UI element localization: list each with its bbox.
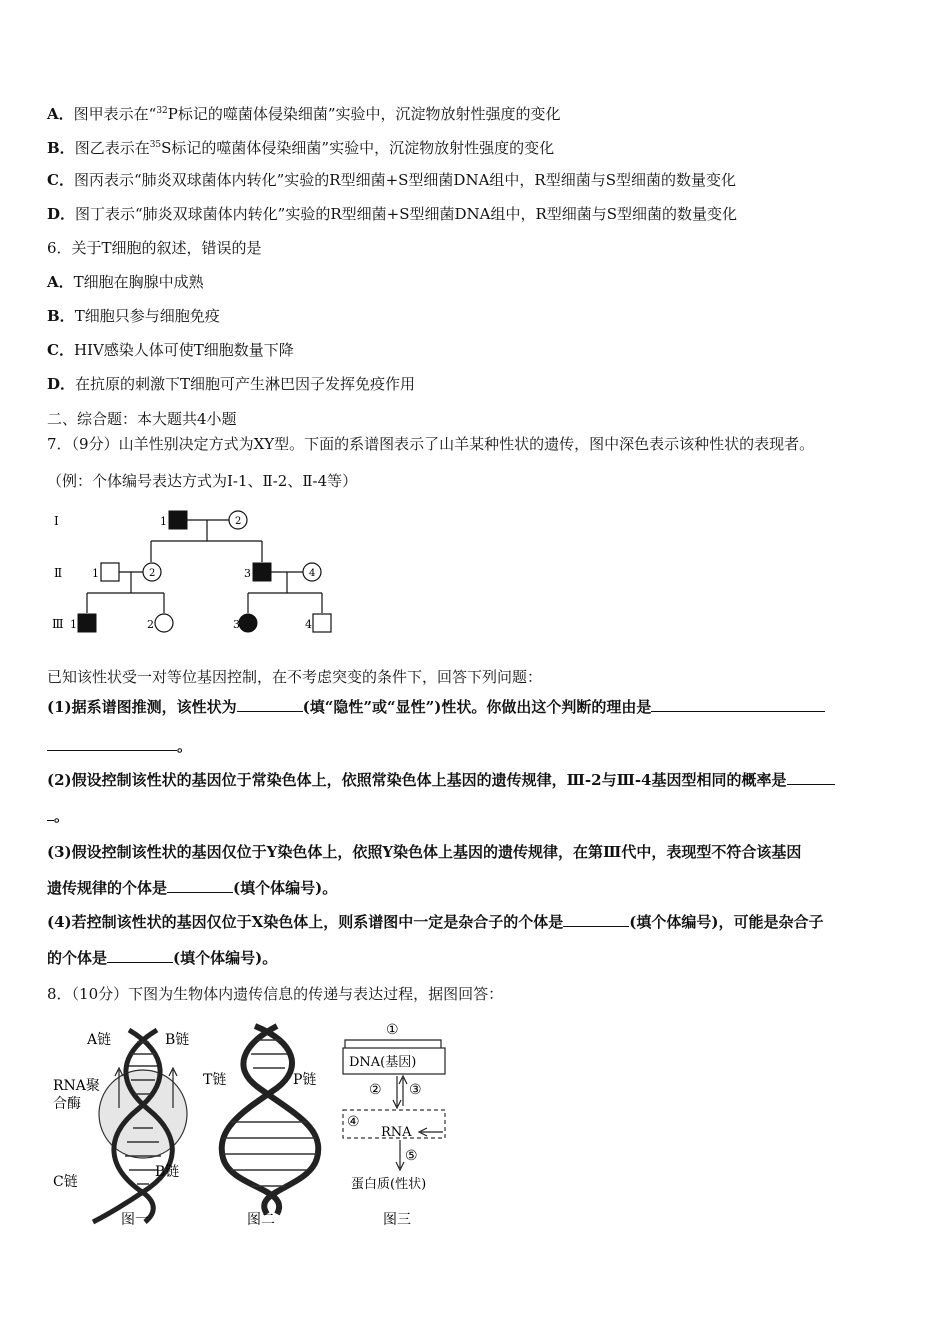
figure-1-transcription xyxy=(53,1030,189,1228)
generation-label: Ⅲ xyxy=(52,617,64,631)
answer-blank[interactable] xyxy=(787,770,835,785)
answer-blank[interactable] xyxy=(237,697,303,712)
q5-option-b xyxy=(47,135,554,158)
individual-I-1-affected-male xyxy=(169,511,187,529)
question-text: 的个体是 xyxy=(47,949,108,967)
label-c-chain: C链 xyxy=(53,1174,78,1190)
label-dna-gene: DNA(基因) xyxy=(349,1055,417,1070)
figure-1-caption: 图一 xyxy=(121,1212,149,1228)
option-text: S标记的噬菌体侵染细菌”实验中，沉淀物放射性强度的变化 xyxy=(161,139,555,157)
label-enzyme-line1: RNA聚 xyxy=(53,1078,100,1094)
individual-number: 4 xyxy=(305,618,312,631)
question-text: (4)若控制该性状的基因仅位于X染色体上，则系谱图中一定是杂合子的个体是 xyxy=(47,913,564,931)
question-text: (填“隐性”或“显性”)性状。你做出这个判断的理由是 xyxy=(302,698,652,716)
process-1-number: ① xyxy=(386,1022,399,1038)
q7-part3 xyxy=(47,842,801,862)
option-letter: B． xyxy=(47,307,75,325)
answer-blank[interactable] xyxy=(47,806,54,821)
label-protein-trait: 蛋白质(性状) xyxy=(351,1177,427,1192)
figure-2-caption: 图二 xyxy=(247,1212,275,1228)
figure-3-central-dogma xyxy=(343,1022,445,1228)
label-b-chain-top: B链 xyxy=(165,1032,190,1048)
individual-III-4-male xyxy=(313,614,331,632)
q6-option-b xyxy=(47,306,220,326)
option-text: T细胞只参与细胞免疫 xyxy=(74,307,220,325)
option-text: 图乙表示在 xyxy=(74,139,150,157)
figure-3-caption: 图三 xyxy=(383,1212,411,1228)
q6-stem: 6．关于T细胞的叙述，错误的是 xyxy=(47,239,262,257)
individual-number: 2 xyxy=(147,618,154,631)
label-a-chain: A链 xyxy=(87,1032,112,1048)
question-text: (1)据系谱图推测，该性状为 xyxy=(47,698,237,716)
answer-blank[interactable] xyxy=(47,736,177,751)
option-letter: C． xyxy=(47,171,74,189)
generation-label: Ⅰ xyxy=(54,514,59,528)
individual-III-2-female xyxy=(155,614,173,632)
option-letter: D． xyxy=(47,205,76,223)
question-text: (2)假设控制该性状的基因位于常染色体上，依照常染色体上基因的遗传规律，Ⅲ-2与Ⅲ-4基因型相同的概率是 xyxy=(47,771,787,789)
individual-III-1-affected-male xyxy=(78,614,96,632)
q7-intro: 已知该性状受一对等位基因控制，在不考虑突变的条件下，回答下列问题： xyxy=(47,668,543,686)
process-3-number: ③ xyxy=(409,1082,422,1098)
individual-number: 1 xyxy=(160,515,167,528)
section-heading: 二、综合题：本大题共4小题 xyxy=(47,410,237,428)
isotope-mass: 35 xyxy=(149,140,162,150)
process-4-number: ④ xyxy=(347,1114,360,1130)
individual-number: 1 xyxy=(92,567,99,580)
option-text: 图甲表示在“ xyxy=(73,105,157,123)
option-text: 图丙表示“肺炎双球菌体内转化”实验的R型细菌+S型细菌DNA组中，R型细菌与S型细菌的数量变化 xyxy=(73,171,736,189)
process-5-number: ⑤ xyxy=(405,1148,418,1164)
q7-part4-continued xyxy=(47,948,277,968)
individual-number: 1 xyxy=(70,618,77,631)
q7-part4 xyxy=(47,912,823,932)
option-letter: B． xyxy=(47,139,75,157)
option-text: HIV感染人体可使T细胞数量下降 xyxy=(73,341,294,359)
question-text: (填个体编号)，可能是杂合子 xyxy=(629,913,824,931)
q7-example: （例：个体编号表达方式为Ⅰ-1、Ⅱ-2、Ⅱ-4等） xyxy=(47,472,358,490)
individual-number: 2 xyxy=(235,516,242,527)
option-letter: A． xyxy=(47,273,74,291)
question-text: 。 xyxy=(54,807,70,825)
q6-option-c xyxy=(47,340,294,360)
question-text: (填个体编号)。 xyxy=(173,949,278,967)
q8-stem: 8．（10分）下图为生物体内遗传信息的传递与表达过程，据图回答： xyxy=(47,985,504,1003)
option-letter: A． xyxy=(47,105,74,123)
option-text: 在抗原的刺激下T细胞可产生淋巴因子发挥免疫作用 xyxy=(75,375,416,393)
label-rna: RNA xyxy=(381,1125,412,1140)
q7-part2 xyxy=(47,770,835,790)
individual-number: 2 xyxy=(149,568,156,579)
individual-number: 3 xyxy=(233,618,240,631)
individual-II-1-male xyxy=(101,563,119,581)
q5-option-a xyxy=(47,101,561,124)
question-text: (3)假设控制该性状的基因仅位于Y染色体上，依照Y染色体上基因的遗传规律，在第Ⅲ代中，表现型不符合该基因 xyxy=(47,843,802,861)
individual-II-3-affected-male xyxy=(253,563,271,581)
individual-III-3-affected-female xyxy=(239,614,257,632)
question-text: 。 xyxy=(177,737,193,755)
q7-part3-continued xyxy=(47,878,337,898)
option-letter: D． xyxy=(47,375,76,393)
q7-stem: 7．（9分）山羊性别决定方式为XY型。下面的系谱图表示了山羊某种性状的遗传，图中深色表示该种性状的表现者。 xyxy=(47,435,815,453)
label-b-chain-bottom: B链 xyxy=(155,1164,180,1180)
label-enzyme-line2: 合酶 xyxy=(53,1096,81,1112)
q6-option-a xyxy=(47,272,204,292)
question-text: 遗传规律的个体是 xyxy=(47,879,168,897)
label-p-chain: P链 xyxy=(293,1072,317,1088)
option-text: T细胞在胸腺中成熟 xyxy=(73,273,204,291)
q7-part1 xyxy=(47,697,825,717)
q6-option-d xyxy=(47,374,415,394)
option-letter: C． xyxy=(47,341,74,359)
label-t-chain: T链 xyxy=(203,1072,227,1088)
question-text: (填个体编号)。 xyxy=(233,879,338,897)
q8-figures xyxy=(45,1018,465,1233)
option-text: 图丁表示“肺炎双球菌体内转化”实验的R型细菌+S型细菌DNA组中，R型细菌与S型细菌的数量变化 xyxy=(75,205,738,223)
answer-blank[interactable] xyxy=(107,948,173,963)
figure-2-double-helix xyxy=(203,1026,318,1228)
isotope-mass: 32 xyxy=(156,106,168,116)
q7-part2-continued xyxy=(47,806,69,826)
generation-label: Ⅱ xyxy=(54,566,63,580)
pedigree-chart xyxy=(40,500,350,645)
answer-blank[interactable] xyxy=(563,912,629,927)
individual-number: 3 xyxy=(244,567,251,580)
q5-option-d xyxy=(47,204,737,224)
individual-number: 4 xyxy=(309,568,316,579)
q7-part1-continued xyxy=(47,736,192,756)
answer-blank[interactable] xyxy=(651,697,825,712)
option-text: P标记的噬菌体侵染细菌”实验中，沉淀物放射性强度的变化 xyxy=(167,105,561,123)
answer-blank[interactable] xyxy=(167,878,233,893)
q5-option-c xyxy=(47,170,736,190)
process-2-number: ② xyxy=(369,1082,382,1098)
